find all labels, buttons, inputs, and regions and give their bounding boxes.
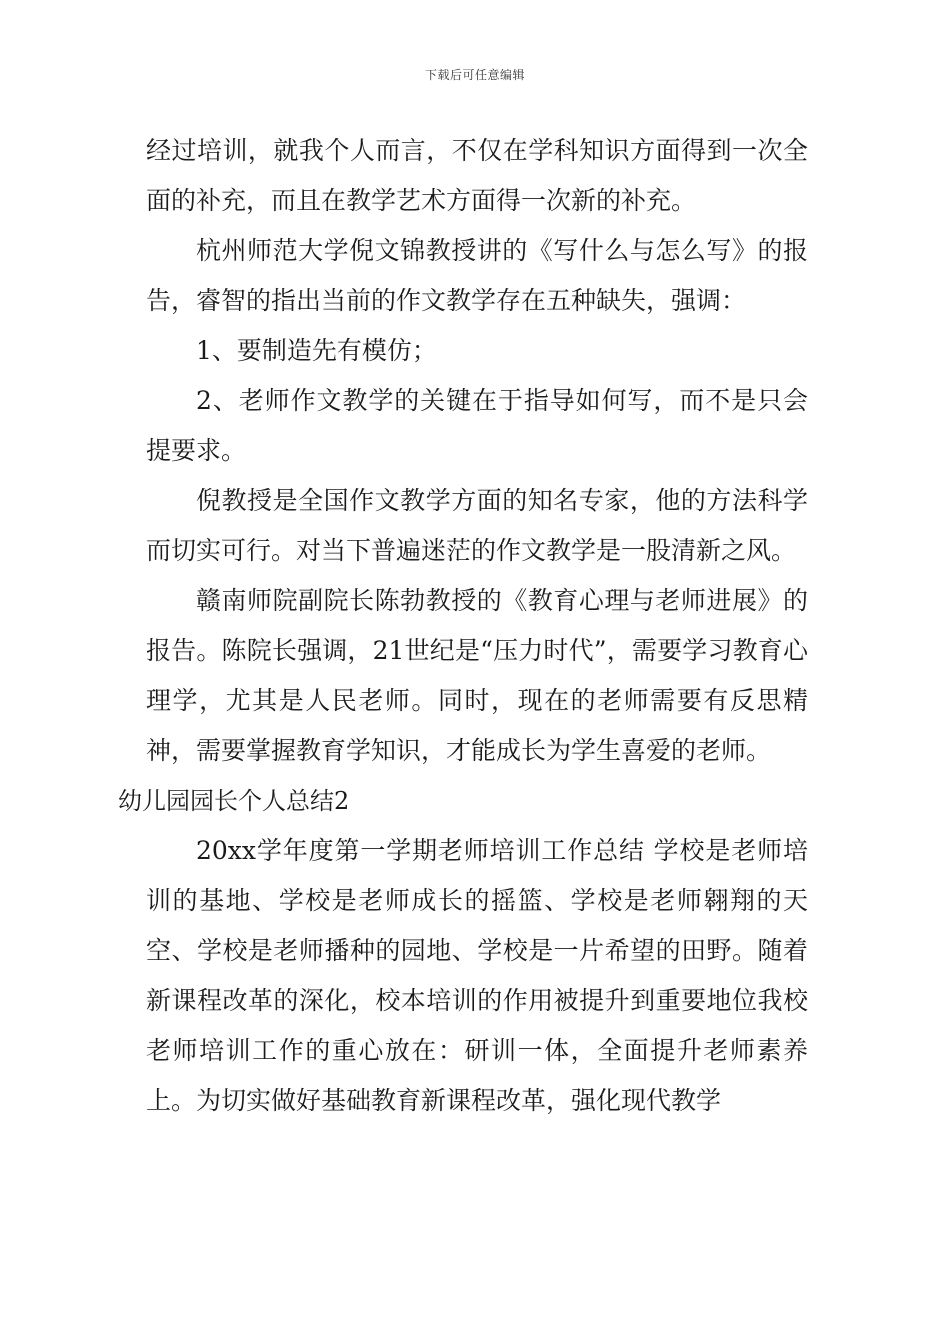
section-heading: 幼儿园园长个人总结2 [118, 787, 350, 815]
paragraph-chen-report: 赣南师院副院长陈勃教授的《教育心理与老师进展》的报告。陈院长强调，21世纪是“压力时代”，需要学习教育心理学，尤其是人民老师。同时，现在的老师需要有反思精神，需要掌握教育学知识，才能成长为学生喜爱的老师。 [146, 586, 808, 765]
paragraph-point-2: 2、老师作文教学的关键在于指导如何写，而不是只会提要求。 [146, 386, 808, 465]
paragraph-ni-expert: 倪教授是全国作文教学方面的知名专家，他的方法科学而切实可行。对当下普遍迷茫的作文教学是一股清新之风。 [146, 486, 808, 565]
paragraph-ni-report: 杭州师范大学倪文锦教授讲的《写什么与怎么写》的报告，睿智的指出当前的作文教学存在五种缺失，强调： [146, 236, 808, 315]
paragraph-training-summary: 经过培训，就我个人而言，不仅在学科知识方面得到一次全面的补充，而且在教学艺术方面得一次新的补充。 [146, 136, 808, 215]
page-header: 下载后可任意编辑 [424, 68, 525, 82]
paragraph-section-2-body: 20xx学年度第一学期老师培训工作总结 学校是老师培训的基地、学校是老师成长的摇篮、学校是老师翱翔的天空、学校是老师播种的园地、学校是一片希望的田野。随着新课程改革的深化，校本培训的作用被提升到重要地位我校老师培训工作的重心放在：研训一体，全面提升老师素养上。为切实做好基础教育新课程改革，强化现代教学 [146, 836, 808, 1115]
paragraph-point-1: 1、要制造先有模仿； [196, 336, 437, 365]
document-body [118, 126, 808, 1126]
